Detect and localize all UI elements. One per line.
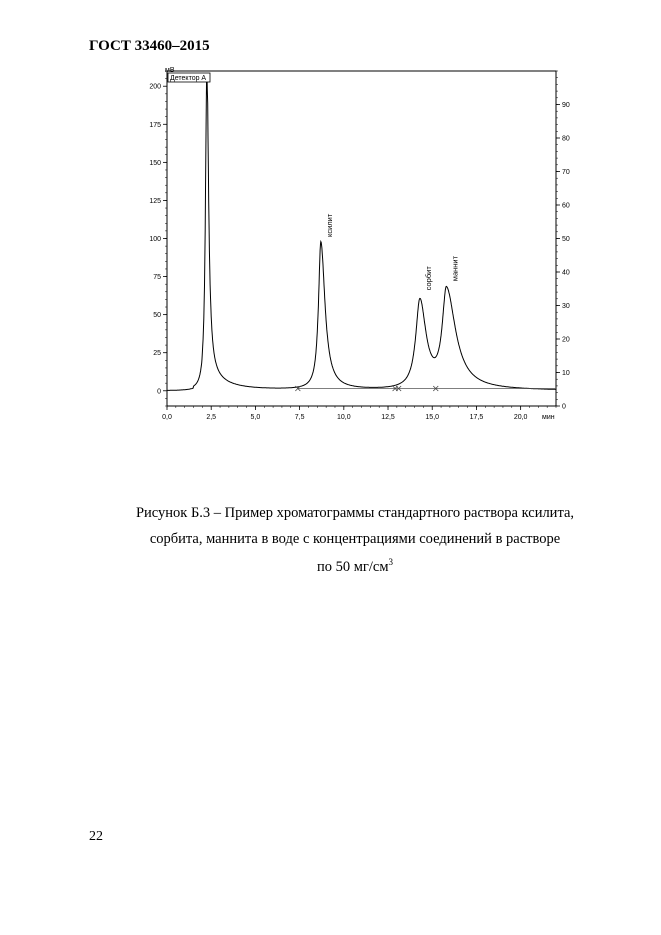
x-tick-label: 12,5	[381, 414, 395, 421]
x-tick-label: 10,0	[337, 414, 351, 421]
x-tick-label: 2,5	[206, 414, 217, 421]
x-tick-label: 20,0	[513, 414, 528, 421]
chart-ticks	[149, 71, 570, 421]
peak-label: ксилит	[324, 213, 334, 238]
y-left-tick-label: 0	[157, 388, 161, 396]
y-right-tick-label: 40	[562, 269, 570, 277]
y-left-tick-label: 75	[153, 274, 161, 282]
y-right-tick-label: 20	[562, 336, 570, 344]
chromatogram-trace	[167, 74, 556, 391]
y-right-tick-label: 50	[562, 236, 570, 243]
figure-caption-line-3	[60, 557, 650, 576]
y-right-tick-label: 10	[562, 370, 570, 377]
y-right-tick-label: 0	[562, 403, 566, 411]
y-right-tick-label: 60	[562, 202, 570, 210]
y-left-tick-label: 200	[149, 83, 161, 91]
y-left-tick-label: 175	[149, 121, 161, 129]
peak-labels	[325, 213, 460, 290]
y-right-tick-label: 90	[562, 102, 570, 109]
y-left-tick-label: 100	[149, 236, 161, 243]
plot-frame	[167, 71, 556, 406]
y-right-tick-label: 80	[562, 135, 570, 143]
page-number: 22	[89, 829, 103, 844]
x-tick-label: 15,0	[425, 414, 440, 421]
y-right-tick-label: 70	[562, 169, 570, 176]
y-left-tick-label: 150	[149, 159, 161, 167]
y-left-tick-label: 50	[153, 312, 161, 320]
chromatogram-chart	[130, 60, 570, 430]
y-left-tick-label: 25	[153, 350, 161, 358]
peak-label: сорбит	[423, 266, 433, 291]
legend-label: Детектор А	[170, 75, 207, 82]
y-right-tick-label: 30	[562, 303, 570, 310]
x-axis-unit: мин	[542, 414, 555, 421]
y-left-tick-label: 125	[149, 197, 161, 205]
document-header: ГОСТ 33460–2015	[89, 38, 210, 54]
chart-axes	[167, 71, 556, 406]
x-tick-label: 17,5	[469, 414, 484, 421]
peak-label: маннит	[450, 255, 460, 282]
figure-caption-line-2: сорбита, маннита в воде с концентрациями соединений в растворе	[149, 531, 561, 547]
x-tick-label: 7,5	[294, 414, 305, 421]
chromatogram-svg	[130, 60, 570, 430]
x-tick-label: 5,0	[250, 414, 261, 421]
y-axis-unit: мВ	[165, 67, 175, 74]
figure-caption-line-1: Рисунок Б.3 – Пример хроматограммы стандартного раствора ксилита,	[135, 505, 575, 521]
caption-text: по 50 мг/см	[316, 558, 389, 575]
x-tick-label: 0,0	[162, 414, 172, 421]
caption-superscript: 3	[388, 557, 394, 567]
